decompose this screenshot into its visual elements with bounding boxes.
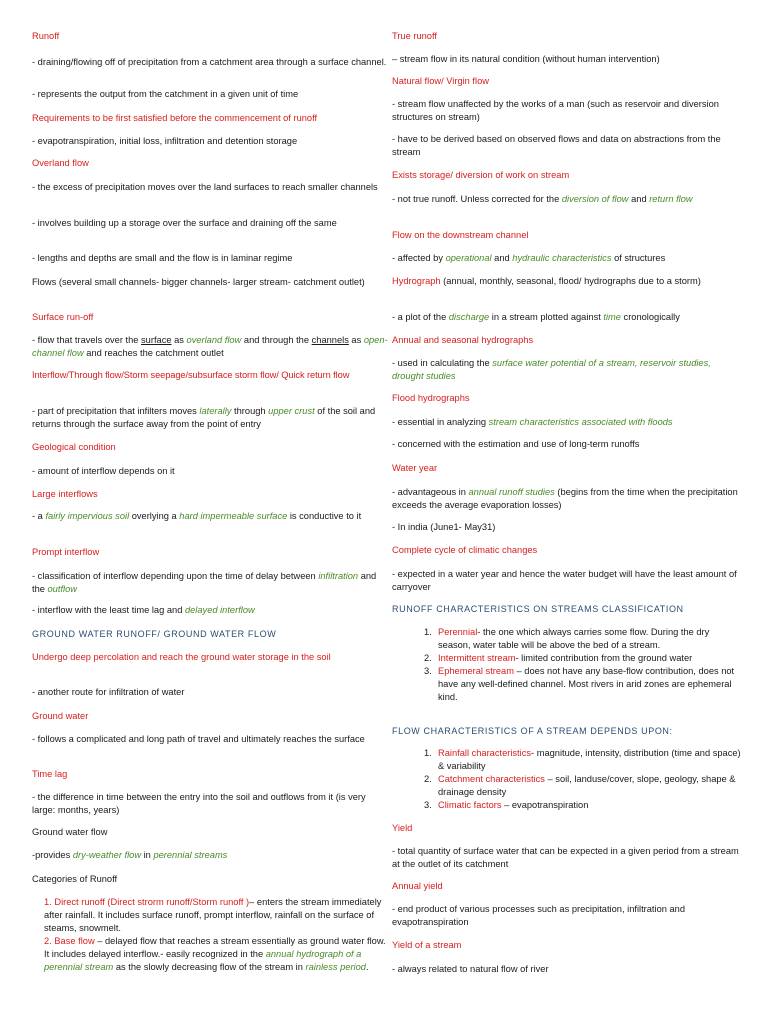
list-number: 3.: [424, 800, 432, 810]
list-item: [44, 935, 388, 974]
paragraph-provides: [32, 849, 388, 862]
list-number: 1.: [44, 897, 52, 907]
list-number: 2.: [44, 936, 52, 946]
heading-annual-yield: Annual yield: [392, 881, 443, 891]
highlighted-term: infiltration: [318, 571, 359, 581]
list-number: 2.: [424, 774, 432, 784]
paragraph: Ground water flow: [32, 827, 108, 837]
text: overlying a: [129, 511, 180, 521]
highlighted-term: return flow: [649, 194, 693, 204]
list-number: 1.: [424, 748, 432, 758]
list-item: [44, 896, 388, 935]
list-term: Ephemeral stream: [438, 666, 514, 676]
paragraph-large-interflows: [32, 510, 388, 523]
highlighted-term: discharge: [448, 312, 490, 322]
text: as the slowly decreasing flow of the stream in: [113, 962, 306, 972]
highlighted-term: perennial streams: [153, 850, 228, 860]
heading-downstream-channel: Flow on the downstream channel: [392, 230, 529, 240]
list-item: [424, 626, 744, 652]
heading-large-interflows: Large interflows: [32, 489, 98, 499]
text: and through the: [241, 335, 312, 345]
highlighted-term: open-channel flow: [32, 335, 388, 358]
text: - used in calculating the: [392, 358, 493, 368]
paragraph: - concerned with the estimation and use of long-term runoffs: [392, 439, 640, 449]
section-caption-runoff-characteristics: RUNOFF CHARACTERISTICS ON STREAMS CLASSIFICATION: [392, 604, 684, 614]
highlighted-term: rainless period: [305, 962, 366, 972]
paragraph-prompt-interflow: [32, 570, 388, 596]
text: - not true runoff. Unless corrected for the: [392, 194, 562, 204]
paragraph: - total quantity of surface water that can be expected in a given period from a stream at the outlet of its catchment: [392, 846, 739, 869]
list-item: [424, 652, 744, 665]
list-description: - magnitude, intensity, distribution (time and space) & variability: [438, 748, 741, 771]
paragraph-surface-runoff: [32, 334, 388, 360]
text: of the soil and returns through the surface away from the point of entry: [32, 406, 376, 429]
text: through: [231, 406, 269, 416]
underlined-term: channels: [311, 335, 349, 345]
heading-climatic-cycle: Complete cycle of climatic changes: [392, 545, 538, 555]
heading-flood-hydrographs: Flood hydrographs: [392, 393, 470, 403]
paragraph-least-lag: [32, 604, 388, 617]
list-description: – enters the stream immediately after rainfall. It includes surface runoff, prompt interflow, rainfall on the surface of steams, snowmelt.: [44, 897, 382, 933]
paragraph: - represents the output from the catchment in a given unit of time: [32, 89, 299, 99]
list-term: Rainfall characteristics: [438, 748, 532, 758]
paragraph: - another route for infiltration of water: [32, 687, 185, 697]
highlighted-term: hydraulic characteristics: [512, 253, 612, 263]
paragraph: - have to be derived based on observed flows and data on abstractions from the stream: [392, 134, 721, 157]
paragraph: - draining/flowing off of precipitation from a catchment area through a surface channel.: [32, 57, 387, 67]
text: and: [628, 194, 650, 204]
text: cronologically: [620, 312, 680, 322]
list-item: [424, 747, 744, 773]
list-description: – evapotranspiration: [501, 800, 589, 810]
text: (begins from the time when the precipitation exceeds the average evaporation losses): [392, 487, 738, 510]
heading-yield-of-stream: Yield of a stream: [392, 940, 462, 950]
underlined-term: surface: [141, 335, 172, 345]
heading-prompt-interflow: Prompt interflow: [32, 547, 100, 557]
paragraph: Flows (several small channels- bigger channels- larger stream- catchment outlet): [32, 277, 365, 287]
highlighted-term: diversion of flow: [561, 194, 629, 204]
heading-requirements: Requirements to be first satisfied before the commencement of runoff: [32, 113, 318, 123]
list-number: 2.: [424, 653, 432, 663]
paragraph: - end product of various processes such as precipitation, infiltration and evapotranspiration: [392, 904, 686, 927]
text: and: [491, 253, 513, 263]
heading-true-runoff: True runoff: [392, 31, 437, 41]
text: - interflow with the least time lag and: [32, 605, 185, 615]
heading-annual-seasonal-hydrographs: Annual and seasonal hydrographs: [392, 335, 534, 345]
heading-time-lag: Time lag: [32, 769, 68, 779]
heading-surface-runoff: Surface run-off: [32, 312, 94, 322]
list-description: – does not have any base-flow contribution, does not have any well-defined channel. Most rivers in arid zones are ephemeral kind.: [438, 666, 735, 702]
list-term: Catchment characteristics: [438, 774, 545, 784]
paragraph: - the excess of precipitation moves over the land surfaces to reach smaller channels: [32, 182, 378, 192]
paragraph-water-year: [392, 486, 744, 512]
text: as: [348, 335, 364, 345]
text: - a: [32, 511, 46, 521]
list-term: Intermittent stream: [438, 653, 516, 663]
highlighted-term: surface water potential of a stream, reservoir studies, drought studies: [392, 358, 711, 381]
heading-ground-water: Ground water: [32, 711, 89, 721]
text: - flow that travels over the: [32, 335, 142, 345]
heading-natural-flow: Natural flow/ Virgin flow: [392, 76, 489, 86]
highlighted-term: stream characteristics associated with floods: [488, 417, 673, 427]
text: is conductive to it: [287, 511, 362, 521]
text: - affected by: [392, 253, 446, 263]
paragraph: - always related to natural flow of river: [392, 964, 549, 974]
list-item: [424, 799, 744, 812]
list-description: – soil, landuse/cover, slope, geology, shape & drainage density: [438, 774, 736, 797]
section-caption-ground-water: GROUND WATER RUNOFF/ GROUND WATER FLOW: [32, 629, 277, 639]
highlighted-term: overland flow: [186, 335, 242, 345]
text: – delayed flow that reaches a stream essentially as ground water flow. It includes delayed interflow.- easily recognized in the: [44, 936, 386, 959]
text: as: [171, 335, 187, 345]
highlighted-term: annual hydrograph of a perennial stream: [44, 949, 362, 972]
paragraph-interflow: [32, 405, 388, 431]
paragraph: - expected in a water year and hence the water budget will have the least amount of carryover: [392, 569, 737, 592]
paragraph: - the difference in time between the entry into the soil and outflows from it (is very large: months, years): [32, 792, 366, 815]
paragraph: - evapotranspiration, initial loss, infiltration and detention storage: [32, 136, 298, 146]
list-flow-characteristics: [392, 747, 744, 812]
text: (annual, monthly, seasonal, flood/ hydrographs due to a storm): [440, 276, 701, 286]
text: - advantageous in: [392, 487, 469, 497]
text: in a stream plotted against: [489, 312, 604, 322]
heading-exists-storage: Exists storage/ diversion of work on stream: [392, 170, 570, 180]
text: - part of precipitation that infilters moves: [32, 406, 200, 416]
text: -provides: [32, 850, 73, 860]
highlighted-term: annual runoff studies: [468, 487, 555, 497]
paragraph: - involves building up a storage over the surface and draining off the same: [32, 218, 337, 228]
highlighted-term: upper crust: [268, 406, 315, 416]
highlighted-term: laterally: [199, 406, 232, 416]
heading-runoff: Runoff: [32, 31, 60, 41]
list-description: - the one which always carries some flow. During the dry season, water table will be above the bed of a stream.: [438, 627, 710, 650]
text: and the: [32, 571, 377, 594]
paragraph: - In india (June1- May31): [392, 522, 496, 532]
list-categories: [32, 896, 388, 974]
heading-overland-flow: Overland flow: [32, 158, 89, 168]
list-stream-classification: [392, 626, 744, 704]
text: - classification of interflow depending upon the time of delay between: [32, 571, 319, 581]
list-term: Base flow: [54, 936, 95, 946]
paragraph: – stream flow in its natural condition (without human intervention): [392, 54, 660, 64]
paragraph: - stream flow unaffected by the works of a man (such as reservoir and diversion structures on stream): [392, 99, 719, 122]
heading-interflow: Interflow/Through flow/Storm seepage/subsurface storm flow/ Quick return flow: [32, 370, 350, 380]
list-description: - limited contribution from the ground water: [515, 653, 693, 663]
list-term: Perennial: [438, 627, 478, 637]
list-number: 1.: [424, 627, 432, 637]
heading-yield: Yield: [392, 823, 413, 833]
text: - a plot of the: [392, 312, 449, 322]
paragraph: - amount of interflow depends on it: [32, 466, 175, 476]
list-term: Climatic factors: [438, 800, 502, 810]
list-number: 3.: [424, 666, 432, 676]
paragraph: Categories of Runoff: [32, 874, 118, 884]
highlighted-term: hard impermeable surface: [179, 511, 288, 521]
highlighted-term: operational: [445, 253, 492, 263]
text: and reaches the catchment outlet: [83, 348, 224, 358]
heading-hydrograph: Hydrograph: [392, 276, 441, 286]
heading-water-year: Water year: [392, 463, 438, 473]
paragraph-hydrograph-plot: [392, 311, 744, 324]
list-item: [424, 665, 744, 704]
list-term: Direct runoff (Direct strorm runoff/Storm runoff ): [54, 897, 250, 907]
heading-geological-condition: Geological condition: [32, 442, 116, 452]
list-item: [424, 773, 744, 799]
paragraph-annual: [392, 357, 744, 383]
highlighted-term: fairly impervious soil: [45, 511, 130, 521]
highlighted-term: outflow: [47, 584, 77, 594]
paragraph-hydrograph: [392, 275, 744, 288]
highlighted-term: time: [603, 312, 621, 322]
heading-deep-percolation: Undergo deep percolation and reach the ground water storage in the soil: [32, 652, 331, 662]
highlighted-term: delayed interflow: [184, 605, 255, 615]
text: .: [365, 962, 369, 972]
highlighted-term: dry-weather flow: [72, 850, 142, 860]
section-caption-flow-characteristics: FLOW CHARACTERISTICS OF A STREAM DEPENDS UPON:: [392, 726, 673, 736]
paragraph: - follows a complicated and long path of travel and ultimately reaches the surface: [32, 734, 365, 744]
text: in: [141, 850, 154, 860]
paragraph-exists: [392, 193, 744, 206]
text: - essential in analyzing: [392, 417, 489, 427]
paragraph-downstream: [392, 252, 744, 265]
paragraph: - lengths and depths are small and the flow is in laminar regime: [32, 253, 293, 263]
paragraph-flood: [392, 416, 744, 429]
text: of structures: [611, 253, 666, 263]
